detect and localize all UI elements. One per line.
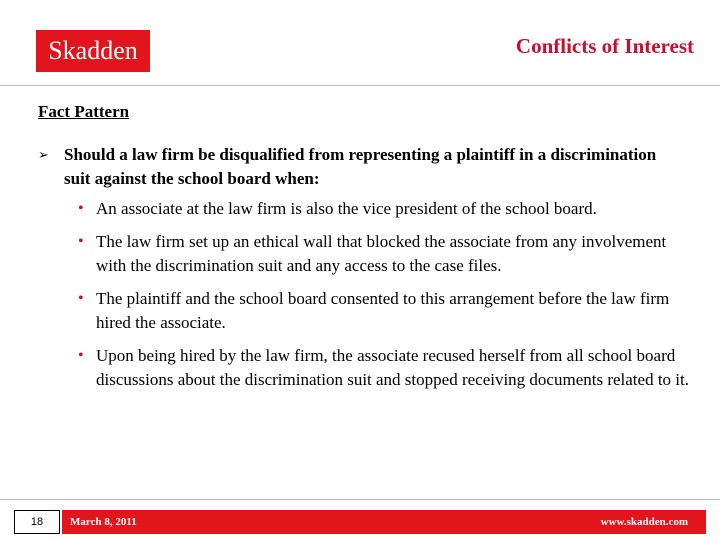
page-number: 18 bbox=[14, 510, 60, 534]
footer-divider bbox=[0, 499, 720, 500]
bullet-dot-icon: • bbox=[78, 347, 84, 364]
footer-bar bbox=[62, 510, 706, 534]
section-heading: Fact Pattern bbox=[38, 102, 130, 121]
fact-bullet bbox=[78, 197, 698, 221]
question-item bbox=[38, 143, 678, 191]
header-divider bbox=[0, 85, 720, 86]
skadden-logo: Skadden bbox=[36, 30, 150, 72]
fact-bullet-list bbox=[78, 197, 698, 401]
bullet-dot-icon: • bbox=[78, 290, 84, 307]
fact-bullet-text: An associate at the law firm is also the vice president of the school board. bbox=[96, 199, 597, 218]
bullet-dot-icon: • bbox=[78, 200, 84, 217]
fact-bullet-text: The plaintiff and the school board consented to this arrangement before the law firm hired the associate. bbox=[96, 289, 670, 332]
bullet-dot-icon: • bbox=[78, 233, 84, 250]
footer-date: March 8, 2011 bbox=[70, 516, 137, 528]
fact-bullet bbox=[78, 287, 698, 335]
footer-url[interactable]: www.skadden.com bbox=[600, 516, 688, 528]
slide-title: Conflicts of Interest bbox=[515, 34, 694, 58]
arrow-right-icon: ➢ bbox=[38, 147, 49, 162]
question-text: Should a law firm be disqualified from representing a plaintiff in a discrimination suit against the school board when: bbox=[64, 145, 657, 188]
fact-bullet-text: Upon being hired by the law firm, the associate recused herself from all school board discussions about the discrimination suit and stopped receiving documents related to it. bbox=[96, 346, 689, 389]
fact-bullet bbox=[78, 230, 698, 278]
fact-bullet-text: The law firm set up an ethical wall that blocked the associate from any involvement with the discrimination suit and any access to the case files. bbox=[96, 232, 667, 275]
fact-bullet bbox=[78, 344, 698, 392]
